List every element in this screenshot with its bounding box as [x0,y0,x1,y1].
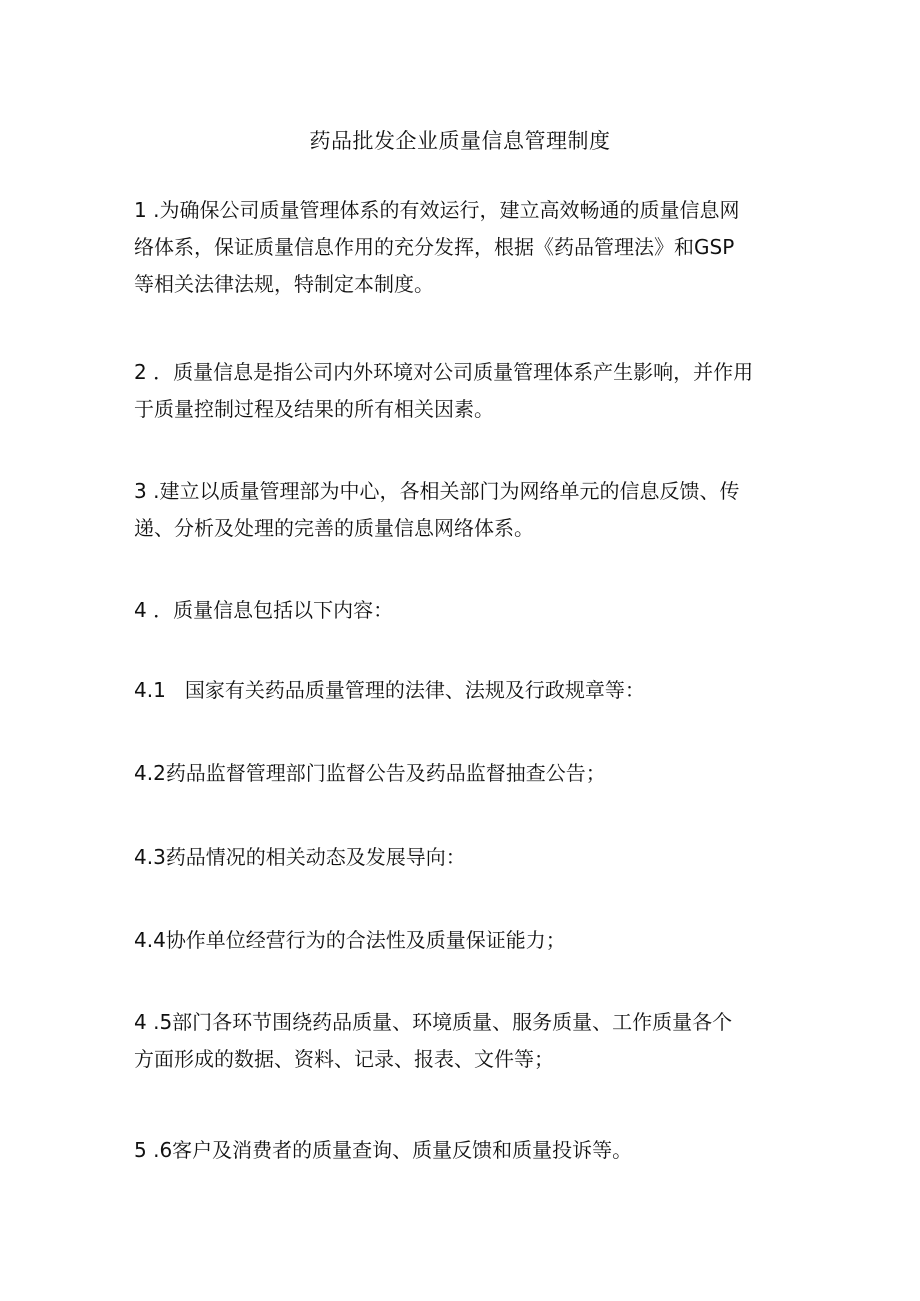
paragraph-line: 1 .为确保公司质量管理体系的有效运行，建立高效畅通的质量信息网 [134,192,794,229]
document-title: 药品批发企业质量信息管理制度 [309,129,611,153]
paragraph-number: 4.3 [134,845,166,869]
paragraph-number: 4 [134,598,147,622]
paragraph-4-3 [134,839,794,876]
paragraph-4 [134,592,794,629]
paragraph-line: 5 .6客户及消费者的质量查询、质量反馈和质量投诉等。 [134,1132,794,1169]
paragraph-line: 4.4协作单位经营行为的合法性及质量保证能力； [134,922,794,959]
paragraph-1 [134,192,794,303]
paragraph-number: 2 [134,360,147,384]
paragraph-line: 4.2药品监督管理部门监督公告及药品监督抽查公告； [134,755,794,792]
paragraph-line: 方面形成的数据、资料、记录、报表、文件等； [134,1047,554,1071]
paragraph-line: 4.1 国家有关药品质量管理的法律、法规及行政规章等： [134,672,794,709]
paragraph-4-4 [134,922,794,959]
paragraph-2 [134,354,794,428]
paragraph-line: 等相关法律法规，特制定本制度。 [134,272,434,296]
paragraph-4-5 [134,1004,794,1078]
paragraph-4-1 [134,672,794,709]
paragraph-line: 4.3药品情况的相关动态及发展导向： [134,839,794,876]
paragraph-number: 1 [134,198,147,222]
paragraph-line: 络体系，保证质量信息作用的充分发挥，根据《药品管理法》和GSP [134,235,735,259]
paragraph-line: 4 .5部门各环节围绕药品质量、环境质量、服务质量、工作质量各个 [134,1004,794,1041]
paragraph-line: 2 ．质量信息是指公司内外环境对公司质量管理体系产生影响，并作用 [134,354,794,391]
paragraph-number: 3 [134,479,147,503]
paragraph-number: 4.1 [134,678,166,702]
paragraph-number: 4 [134,1010,147,1034]
paragraph-4-2 [134,755,794,792]
paragraph-number: 4.4 [134,928,166,952]
paragraph-5-6 [134,1132,794,1169]
paragraph-line: 3 .建立以质量管理部为中心，各相关部门为网络单元的信息反馈、传 [134,473,794,510]
paragraph-number: 5 [134,1138,147,1162]
paragraph-line: 4 ．质量信息包括以下内容： [134,592,794,629]
paragraph-3 [134,473,794,547]
paragraph-line: 于质量控制过程及结果的所有相关因素。 [134,397,494,421]
paragraph-line: 递、分析及处理的完善的质量信息网络体系。 [134,516,534,540]
paragraph-number: 4.2 [134,761,166,785]
